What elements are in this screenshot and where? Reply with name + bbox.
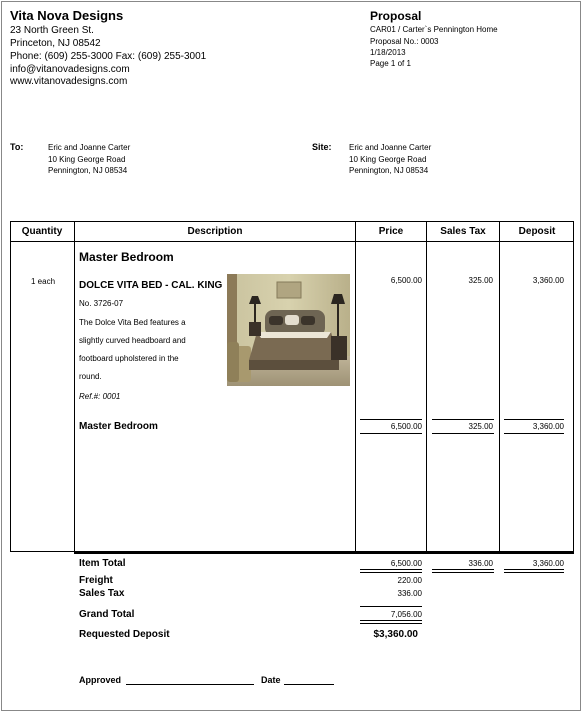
date-label: Date (261, 675, 281, 685)
item-desc-line1: The Dolce Vita Bed features a (79, 318, 186, 327)
proposal-page: Page 1 of 1 (370, 59, 411, 68)
requested-deposit-value: $3,360.00 (373, 629, 418, 640)
header-description: Description (187, 226, 243, 237)
sales-tax-value: 336.00 (397, 589, 422, 598)
subtotal-rule (360, 419, 422, 420)
company-email[interactable]: info@vitanovadesigns.com (10, 64, 130, 75)
approved-label: Approved (79, 675, 122, 685)
item-number: No. 3726-07 (79, 299, 124, 308)
approved-signature-line[interactable] (126, 684, 254, 685)
item-total-rule (360, 572, 422, 573)
item-total-rule (432, 569, 494, 570)
item-tax: 325.00 (468, 276, 493, 285)
header-deposit: Deposit (518, 226, 556, 237)
item-price: 6,500.00 (390, 276, 422, 285)
site-label: Site: (312, 142, 332, 152)
subtotal-rule (504, 419, 564, 420)
freight-value: 220.00 (397, 576, 422, 585)
grand-total-value: 7,056.00 (390, 610, 422, 619)
proposal-date: 1/18/2013 (370, 48, 406, 57)
item-total-deposit: 3,360.00 (532, 559, 564, 568)
item-total-rule (360, 569, 422, 570)
company-phone-fax: Phone: (609) 255-3000 Fax: (609) 255-3001 (10, 51, 207, 62)
item-total-rule (504, 572, 564, 573)
subtotal-price: 6,500.00 (390, 422, 422, 431)
proposal-number: Proposal No.: 0003 (370, 37, 439, 46)
to-line3: Pennington, NJ 08534 (48, 166, 128, 175)
section-title: Master Bedroom (79, 250, 174, 264)
requested-deposit-label: Requested Deposit (79, 629, 170, 640)
company-street: 23 North Green St. (10, 25, 94, 36)
sales-tax-label: Sales Tax (79, 588, 125, 599)
item-total-rule (432, 572, 494, 573)
site-line1: Eric and Joanne Carter (349, 143, 432, 152)
proposal-title: Proposal (370, 9, 422, 23)
to-label: To: (10, 142, 24, 152)
item-total-rule (504, 569, 564, 570)
subtotal-tax: 325.00 (468, 422, 493, 431)
proposal-project: CAR01 / Carter`s Pennington Home (370, 25, 498, 34)
to-line1: Eric and Joanne Carter (48, 143, 131, 152)
item-quantity: 1 each (31, 277, 56, 286)
grand-total-rule (360, 620, 422, 621)
item-deposit: 3,360.00 (532, 276, 564, 285)
col-divider (74, 221, 75, 552)
to-line2: 10 King George Road (48, 155, 126, 164)
subtotal-rule (432, 419, 494, 420)
subtotal-underline (504, 433, 564, 434)
subtotal-underline (432, 433, 494, 434)
col-divider (355, 221, 356, 552)
date-signature-line[interactable] (284, 684, 334, 685)
company-website[interactable]: www.vitanovadesigns.com (10, 76, 128, 87)
col-divider (499, 221, 500, 552)
header-price: Price (378, 226, 404, 237)
company-city: Princeton, NJ 08542 (10, 38, 101, 49)
header-quantity: Quantity (21, 226, 63, 237)
company-name: Vita Nova Designs (10, 8, 124, 23)
freight-label: Freight (79, 575, 113, 586)
items-table (10, 221, 574, 552)
item-name: DOLCE VITA BED - CAL. KING (79, 280, 223, 291)
header-sales-tax: Sales Tax (440, 226, 486, 237)
item-desc-line2: slightly curved headboard and (79, 336, 186, 345)
site-line3: Pennington, NJ 08534 (349, 166, 429, 175)
item-ref: Ref.#: 0001 (79, 392, 121, 401)
grand-total-rule (360, 623, 422, 624)
subtotal-deposit: 3,360.00 (532, 422, 564, 431)
subtotal-label: Master Bedroom (79, 421, 158, 432)
item-desc-line4: round. (79, 372, 102, 381)
item-total-tax: 336.00 (468, 559, 493, 568)
col-divider (426, 221, 427, 552)
item-total-label: Item Total (79, 558, 126, 569)
bedroom-photo (227, 274, 350, 386)
item-desc-line3: footboard upholstered in the (79, 354, 179, 363)
grand-total-label: Grand Total (79, 609, 135, 620)
totals-divider (74, 552, 574, 554)
site-line2: 10 King George Road (349, 155, 427, 164)
subtotal-underline (360, 433, 422, 434)
grand-total-rule (360, 606, 422, 607)
item-total-price: 6,500.00 (390, 559, 422, 568)
